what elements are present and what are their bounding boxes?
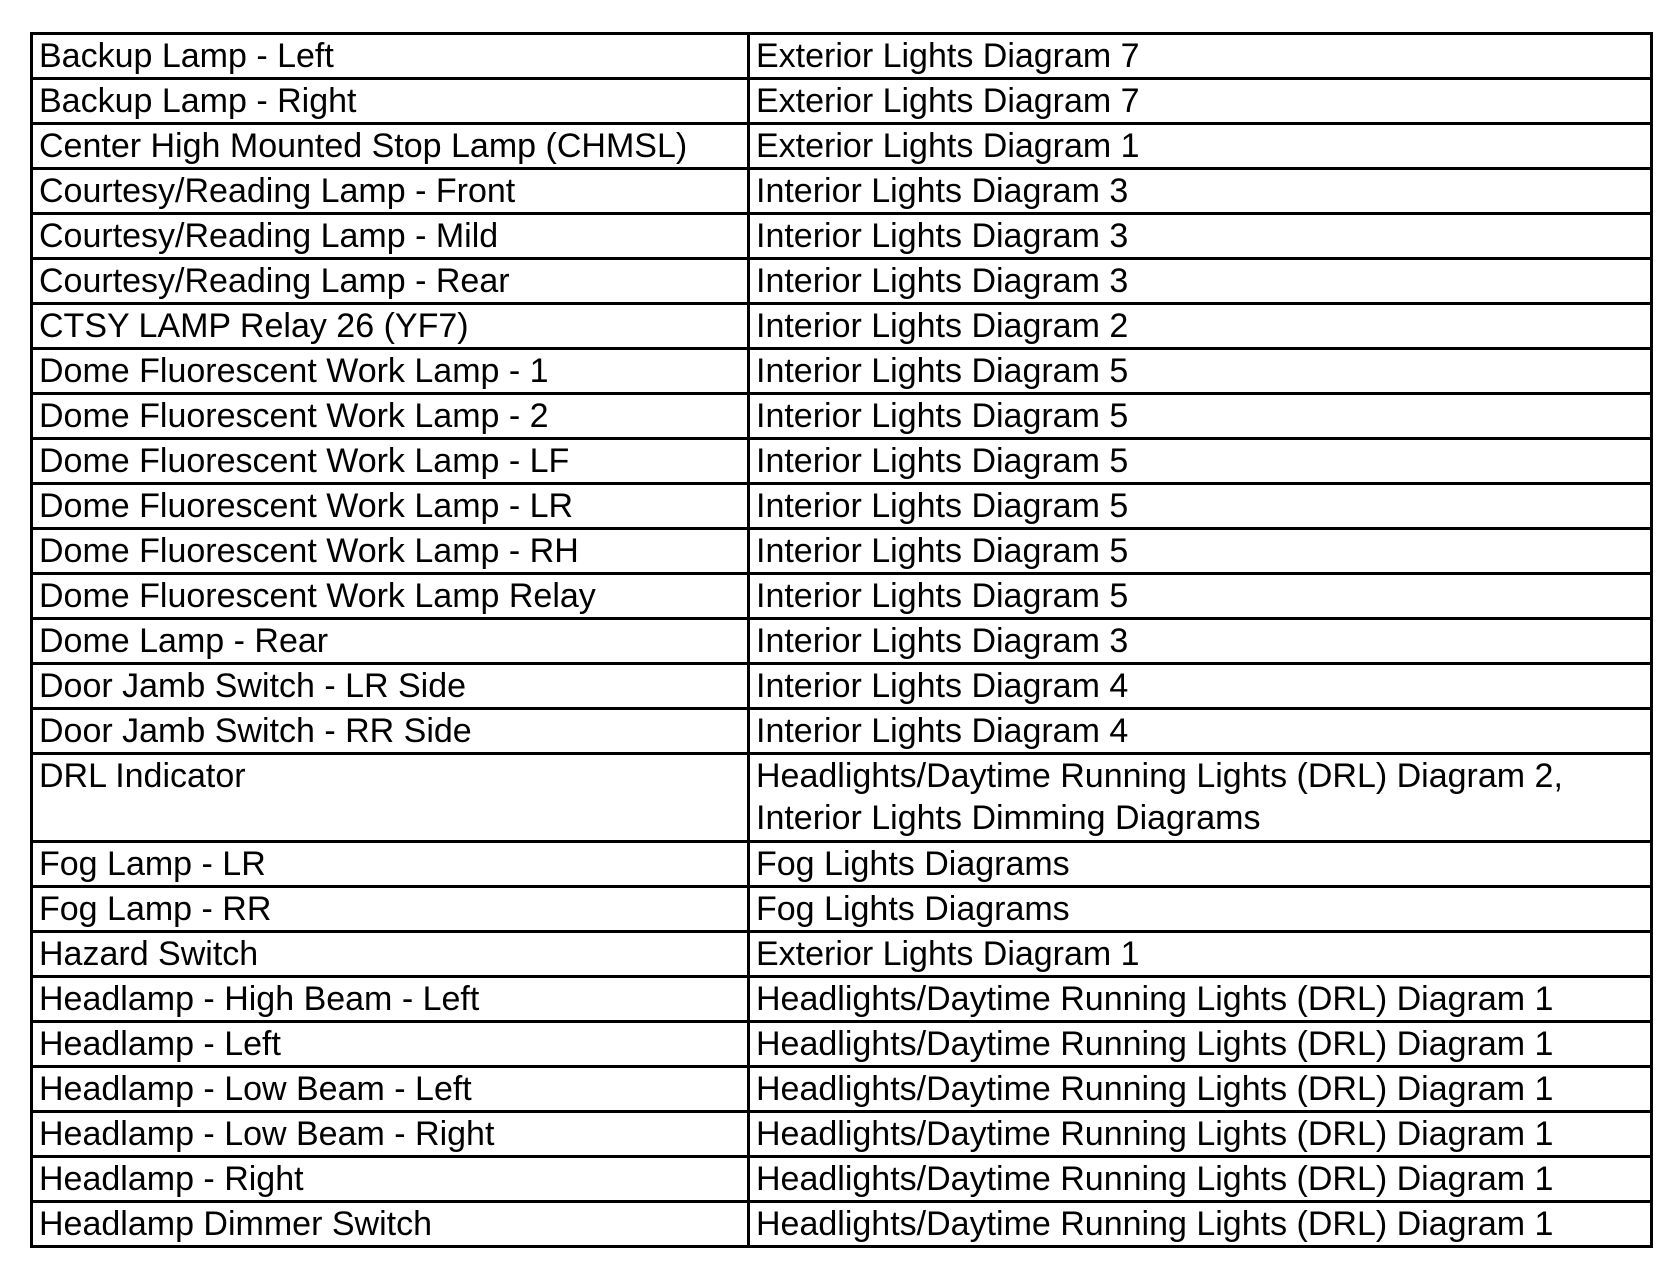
component-cell: Door Jamb Switch - LR Side — [32, 664, 749, 709]
table-row — [32, 1022, 1652, 1067]
diagram-location-cell: Interior Lights Diagram 3 — [749, 169, 1652, 214]
component-cell: Courtesy/Reading Lamp - Front — [32, 169, 749, 214]
diagram-location-cell: Exterior Lights Diagram 1 — [749, 124, 1652, 169]
table-row — [32, 124, 1652, 169]
diagram-location-cell: Headlights/Daytime Running Lights (DRL) Diagram 2, Interior Lights Dimming Diagrams — [749, 754, 1652, 842]
component-cell: Headlamp - High Beam - Left — [32, 977, 749, 1022]
table-row — [32, 1112, 1652, 1157]
table-row — [32, 259, 1652, 304]
diagram-location-cell: Exterior Lights Diagram 7 — [749, 79, 1652, 124]
diagram-location-cell: Exterior Lights Diagram 7 — [749, 34, 1652, 79]
diagram-location-cell: Interior Lights Diagram 4 — [749, 709, 1652, 754]
component-cell: Headlamp - Left — [32, 1022, 749, 1067]
component-cell: Courtesy/Reading Lamp - Rear — [32, 259, 749, 304]
table-row — [32, 1157, 1652, 1202]
component-cell: Dome Fluorescent Work Lamp - 2 — [32, 394, 749, 439]
component-cell: Backup Lamp - Right — [32, 79, 749, 124]
diagram-location-cell: Interior Lights Diagram 3 — [749, 259, 1652, 304]
diagram-location-cell: Interior Lights Diagram 4 — [749, 664, 1652, 709]
table-row — [32, 1202, 1652, 1247]
component-cell: Headlamp - Low Beam - Left — [32, 1067, 749, 1112]
table-row — [32, 484, 1652, 529]
diagram-location-cell: Interior Lights Diagram 5 — [749, 484, 1652, 529]
component-cell: Dome Fluorescent Work Lamp - 1 — [32, 349, 749, 394]
table-row — [32, 619, 1652, 664]
table-row — [32, 1067, 1652, 1112]
diagram-location-cell: Headlights/Daytime Running Lights (DRL) Diagram 1 — [749, 977, 1652, 1022]
component-cell: Courtesy/Reading Lamp - Mild — [32, 214, 749, 259]
table-row — [32, 754, 1652, 842]
table-row — [32, 79, 1652, 124]
diagram-location-cell: Headlights/Daytime Running Lights (DRL) Diagram 1 — [749, 1112, 1652, 1157]
diagram-location-cell: Headlights/Daytime Running Lights (DRL) Diagram 1 — [749, 1157, 1652, 1202]
component-index-table-container — [30, 32, 1650, 1248]
component-cell: Headlamp - Right — [32, 1157, 749, 1202]
diagram-location-cell: Exterior Lights Diagram 1 — [749, 932, 1652, 977]
component-cell: Hazard Switch — [32, 932, 749, 977]
component-cell: Door Jamb Switch - RR Side — [32, 709, 749, 754]
table-row — [32, 887, 1652, 932]
component-index-table — [30, 32, 1653, 1248]
diagram-location-cell: Interior Lights Diagram 5 — [749, 394, 1652, 439]
diagram-location-cell: Interior Lights Diagram 5 — [749, 574, 1652, 619]
component-cell: Fog Lamp - RR — [32, 887, 749, 932]
table-row — [32, 349, 1652, 394]
table-row — [32, 304, 1652, 349]
diagram-location-cell: Interior Lights Diagram 3 — [749, 214, 1652, 259]
component-cell: Backup Lamp - Left — [32, 34, 749, 79]
diagram-location-cell: Interior Lights Diagram 3 — [749, 619, 1652, 664]
component-cell: Headlamp Dimmer Switch — [32, 1202, 749, 1247]
component-cell: DRL Indicator — [32, 754, 749, 842]
diagram-location-cell: Headlights/Daytime Running Lights (DRL) Diagram 1 — [749, 1067, 1652, 1112]
component-cell: Dome Fluorescent Work Lamp - RH — [32, 529, 749, 574]
diagram-location-cell: Headlights/Daytime Running Lights (DRL) Diagram 1 — [749, 1022, 1652, 1067]
table-row — [32, 932, 1652, 977]
diagram-location-cell: Headlights/Daytime Running Lights (DRL) Diagram 1 — [749, 1202, 1652, 1247]
diagram-location-cell: Interior Lights Diagram 5 — [749, 439, 1652, 484]
table-row — [32, 842, 1652, 887]
component-cell: Center High Mounted Stop Lamp (CHMSL) — [32, 124, 749, 169]
diagram-location-cell: Fog Lights Diagrams — [749, 887, 1652, 932]
diagram-location-cell: Interior Lights Diagram 5 — [749, 349, 1652, 394]
table-body — [32, 34, 1652, 1247]
table-row — [32, 709, 1652, 754]
component-cell: Headlamp - Low Beam - Right — [32, 1112, 749, 1157]
table-row — [32, 664, 1652, 709]
table-row — [32, 529, 1652, 574]
table-row — [32, 394, 1652, 439]
table-row — [32, 574, 1652, 619]
table-row — [32, 439, 1652, 484]
component-cell: Dome Fluorescent Work Lamp - LR — [32, 484, 749, 529]
table-row — [32, 34, 1652, 79]
table-row — [32, 977, 1652, 1022]
component-cell: Dome Fluorescent Work Lamp - LF — [32, 439, 749, 484]
diagram-location-cell: Interior Lights Diagram 5 — [749, 529, 1652, 574]
diagram-location-cell: Fog Lights Diagrams — [749, 842, 1652, 887]
diagram-location-cell: Interior Lights Diagram 2 — [749, 304, 1652, 349]
component-cell: Fog Lamp - LR — [32, 842, 749, 887]
component-cell: Dome Lamp - Rear — [32, 619, 749, 664]
table-row — [32, 214, 1652, 259]
table-row — [32, 169, 1652, 214]
component-cell: Dome Fluorescent Work Lamp Relay — [32, 574, 749, 619]
component-cell: CTSY LAMP Relay 26 (YF7) — [32, 304, 749, 349]
